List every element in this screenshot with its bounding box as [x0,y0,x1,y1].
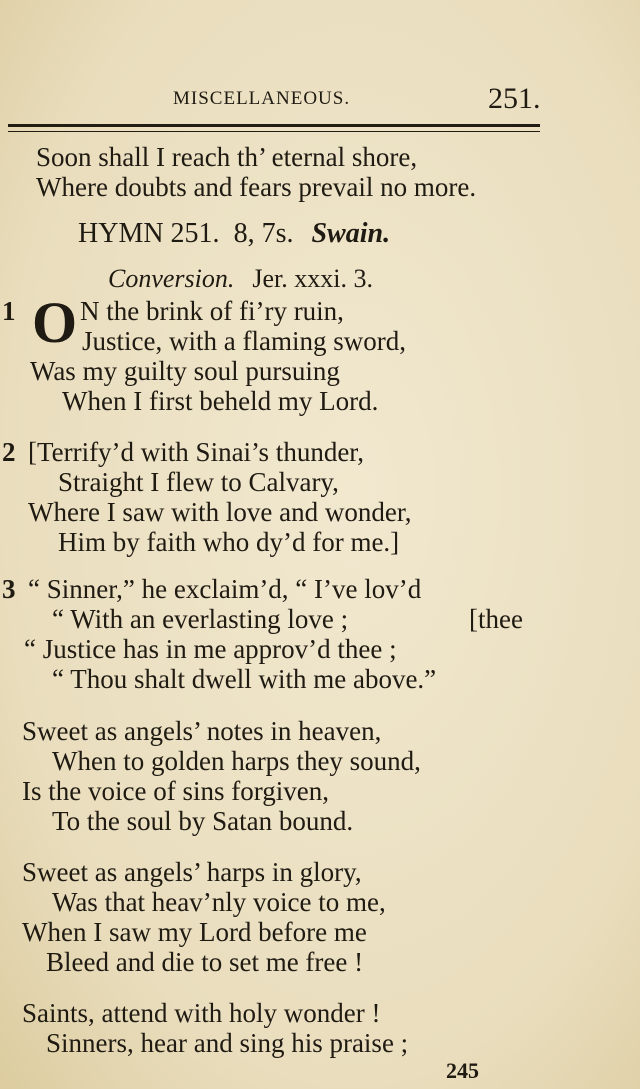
verse-line: “ Thou shalt dwell with me above.” [52,664,437,694]
verse-number: 2 [2,437,16,467]
running-title: MISCELLANEOUS. [173,88,351,109]
signature-mark: 245 [446,1058,479,1083]
carryover-line-2: Where doubts and fears prevail no more. [36,172,477,202]
verse-line: Sweet as angels’ notes in heaven, [22,716,382,746]
hymn-subject: Conversion. [108,264,235,293]
verse-line: Saints, attend with holy wonder ! [22,998,381,1028]
verse-number: 3 [2,574,16,604]
verse-line: Him by faith who dy’d for me.] [58,527,400,557]
header-rule [8,124,540,127]
verse-line: N the brink of fi’ry ruin, [80,296,344,326]
verse-line: When I first beheld my Lord. [62,386,379,416]
hymn-meter: 8, 7s. [233,218,294,249]
scripture-reference: Jer. xxxi. 3. [252,264,373,293]
hymn-title: HYMN 251. [78,218,220,249]
carryover-line-1: Soon shall I reach th’ eternal shore, [36,142,418,172]
hymn-tune: Swain. [311,218,391,249]
header-rule-thin [8,131,540,132]
verse-line: “ Sinner,” he exclaim’d, “ I’ve lov’d [28,574,422,604]
verse-line: When I saw my Lord before me [22,917,367,947]
verse-line: To the soul by Satan bound. [52,806,354,836]
verse-line: Was that heav’nly voice to me, [52,887,386,917]
page-number: 251. [488,82,541,115]
turnover-word: [thee [469,604,523,634]
verse-line: Justice, with a flaming sword, [82,326,406,356]
verse-line: Was my guilty soul pursuing [30,356,340,386]
verse-line: Bleed and die to set me free ! [46,947,364,977]
verse-line: Sweet as angels’ harps in glory, [22,857,362,887]
verse-line: [Terrify’d with Sinai’s thunder, [28,437,364,467]
verse-line: “ With an everlasting love ; [52,604,349,634]
verse-line: “ Justice has in me approv’d thee ; [24,634,397,664]
verse-line: Sinners, hear and sing his praise ; [46,1028,409,1058]
hymn-heading [78,218,390,250]
verse-line: Is the voice of sins forgiven, [22,776,329,806]
hymn-subject-line [108,264,373,294]
verse-line: When to golden harps they sound, [52,746,421,776]
drop-cap: O [32,290,78,355]
verse-line: Where I saw with love and wonder, [28,497,412,527]
verse-line: Straight I flew to Calvary, [58,467,339,497]
verse-number: 1 [2,296,16,326]
